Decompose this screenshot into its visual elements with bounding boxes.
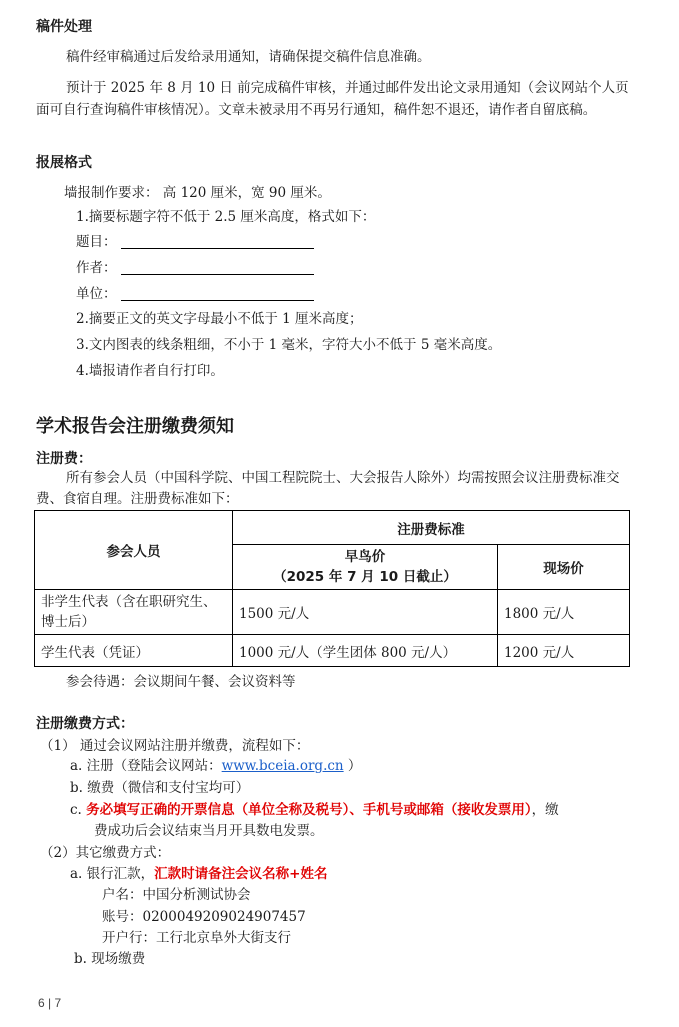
early-bird-deadline: （2025 年 7 月 10 日截止） (273, 569, 457, 585)
step-c-marker: c. (70, 802, 87, 818)
field-label-author: 作者： (76, 260, 117, 276)
poster-field-title (76, 230, 314, 250)
poster-field-author (76, 256, 314, 276)
poster-field-unit (76, 282, 314, 302)
cell-onsite: 1800 元/人 (498, 590, 630, 635)
step-c-tail: ，缴 (531, 802, 559, 818)
benefits-text: 参会待遇：会议期间午餐、会议资料等 (66, 674, 296, 690)
header-attendee: 参会人员 (35, 511, 233, 590)
payment-step-b: b. 缴费（微信和支付宝均可） (70, 780, 250, 796)
field-label-title: 题目： (76, 234, 117, 250)
payment-step-a (70, 754, 361, 774)
header-early-bird (233, 545, 498, 590)
bank-transfer (70, 862, 327, 882)
bank-transfer-label: a. 银行汇款， (70, 866, 155, 882)
registration-title: 学术报告会注册缴费须知 (36, 416, 234, 437)
fee-label: 注册费： (36, 451, 92, 467)
page-number: 6 | 7 (38, 996, 62, 1010)
website-link[interactable]: www.bceia.org.cn (221, 758, 344, 774)
cell-early: 1000 元/人（学生团体 800 元/人） (233, 635, 498, 667)
step-a-close: ） (343, 758, 362, 774)
poster-item-1: 1.摘要标题字符不低于 2.5 厘米高度，格式如下： (76, 209, 376, 225)
poster-item-4: 4.墙报请作者自行打印。 (76, 363, 224, 379)
section-heading-review: 稿件处理 (36, 19, 92, 35)
poster-intro: 墙报制作要求： 高 120 厘米，宽 90 厘米。 (64, 185, 331, 201)
header-onsite: 现场价 (498, 545, 630, 590)
review-paragraph-1: 稿件经审稿通过后发给录用通知，请确保提交稿件信息准确。 (66, 49, 431, 65)
unit-underline (121, 286, 314, 301)
onsite-payment: b. 现场缴费 (74, 951, 146, 967)
table-row (35, 635, 630, 667)
payment-step-c (70, 798, 559, 818)
early-bird-label: 早鸟价 (344, 549, 386, 565)
payment-step-c-line2: 费成功后会议结束当月开具数电发票。 (94, 823, 324, 839)
account-number: 账号：0200049209024907457 (102, 909, 306, 925)
account-name: 户名：中国分析测试协会 (102, 887, 251, 903)
section-heading-poster: 报展格式 (36, 155, 92, 171)
payment-method-1: （1） 通过会议网站注册并缴费，流程如下： (40, 738, 310, 754)
cell-attendee: 非学生代表（含在职研究生、博士后） (35, 590, 233, 635)
review-paragraph-2: 预计于 2025 年 8 月 10 日 前完成稿件审核，并通过邮件发出论文录用通知（会议网站个人页面可自行查询稿件审核情况）。文章未被录用不再另行通知，稿件恕不退还，请作者自留底稿。 (36, 80, 629, 118)
fee-table (34, 510, 630, 667)
invoice-warning: 务必填写正确的开票信息（单位全称及税号）、手机号或邮箱（接收发票用） (86, 802, 532, 818)
poster-item-2: 2.摘要正文的英文字母最小不低于 1 厘米高度； (76, 311, 363, 327)
transfer-note: 汇款时请备注会议名称+姓名 (154, 866, 328, 882)
field-label-unit: 单位： (76, 286, 117, 302)
poster-item-3: 3.文内图表的线条粗细，不小于 1 毫米，字符大小不低于 5 毫米高度。 (76, 337, 502, 353)
title-underline (121, 234, 314, 249)
table-row (35, 590, 630, 635)
payment-method-2: （2）其它缴费方式： (40, 845, 171, 861)
fee-text: 所有参会人员（中国科学院、中国工程院院士、大会报告人除外）均需按照会议注册费标准交费、食宿自理。注册费标准如下： (36, 470, 620, 507)
header-standard: 注册费标准 (233, 511, 630, 545)
cell-onsite: 1200 元/人 (498, 635, 630, 667)
author-underline (121, 260, 314, 275)
bank-branch: 开户行：工行北京阜外大街支行 (102, 930, 291, 946)
payment-heading: 注册缴费方式： (36, 716, 134, 732)
cell-early: 1500 元/人 (233, 590, 498, 635)
step-a-text: a. 注册（登陆会议网站： (70, 758, 222, 774)
cell-attendee: 学生代表（凭证） (35, 635, 233, 667)
